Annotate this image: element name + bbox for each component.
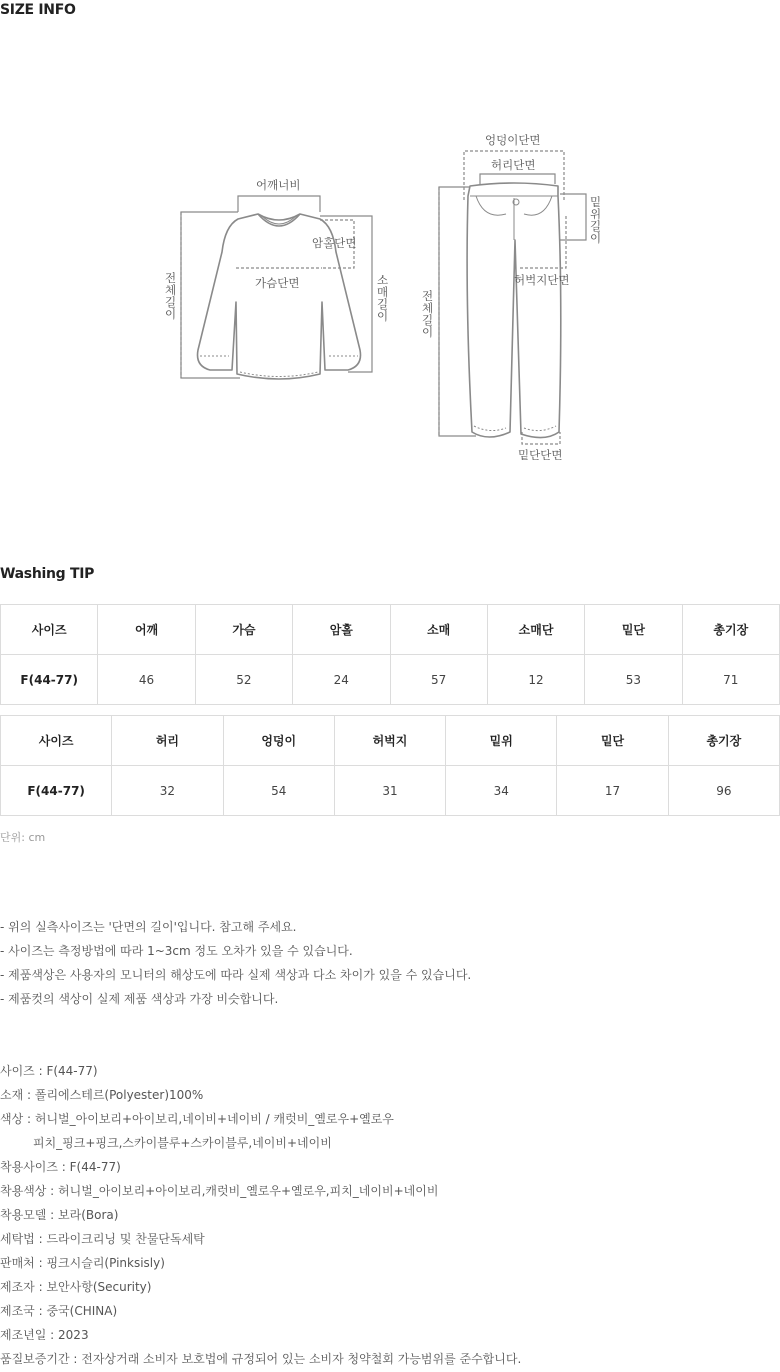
table-cell: 32 [112, 766, 223, 816]
svg-text:전: 전 [422, 289, 434, 303]
label-shoulder: 어깨너비 [256, 178, 301, 192]
table-header: 밑위 [446, 716, 557, 766]
label-pants-total-length [422, 289, 433, 339]
table-cell: 57 [390, 655, 487, 705]
table-cell: 17 [557, 766, 668, 816]
info-worn-size: 착용사이즈 : F(44-77) [0, 1160, 121, 1174]
svg-text:이: 이 [165, 307, 177, 321]
label-hem: 밑단단면 [518, 448, 563, 462]
notes-list [0, 915, 471, 1011]
table-header: 엉덩이 [223, 716, 334, 766]
pants-garment-illustration [467, 183, 561, 438]
table-header: 소매단 [487, 605, 584, 655]
svg-text:이: 이 [377, 309, 389, 323]
info-color-continued: 피치_핑크+핑크,스카이블루+스카이블루,네이비+네이비 [33, 1136, 332, 1150]
table-cell: 53 [585, 655, 682, 705]
table-cell: 52 [195, 655, 292, 705]
info-size: 사이즈 : F(44-77) [0, 1064, 98, 1078]
label-thigh: 허벅지단면 [514, 273, 570, 287]
table-cell: 34 [446, 766, 557, 816]
table-header: 밑단 [585, 605, 682, 655]
table-cell: 96 [668, 766, 779, 816]
svg-text:길: 길 [422, 313, 434, 327]
label-top-total-length [165, 271, 176, 321]
svg-text:길: 길 [377, 297, 389, 311]
table-header-row [1, 605, 780, 655]
note-item: - 위의 실측사이즈는 '단면의 길이'입니다. 참고해 주세요. [0, 920, 297, 934]
svg-text:체: 체 [165, 283, 177, 297]
info-warranty: 품질보증기간 : 전자상거래 소비자 보호법에 규정되어 있는 소비자 청약철회 가능범위를 준수합니다. [0, 1352, 522, 1366]
label-armhole: 암홀단면 [312, 236, 357, 250]
unit-note: 단위: cm [0, 831, 46, 844]
info-country: 제조국 : 중국(CHINA) [0, 1304, 118, 1318]
svg-text:이: 이 [422, 325, 434, 339]
note-item: - 제품컷의 색상이 실제 제품 색상과 가장 비슷합니다. [0, 992, 279, 1006]
note-item: - 제품색상은 사용자의 모니터의 해상도에 따라 실제 색상과 다소 차이가 있을 수 있습니다. [0, 968, 472, 982]
svg-text:길: 길 [165, 295, 177, 309]
table-header: 총기장 [682, 605, 779, 655]
table-cell: F(44-77) [1, 655, 98, 705]
table-cell: 12 [487, 655, 584, 705]
table-cell: 71 [682, 655, 779, 705]
table-header: 가슴 [195, 605, 292, 655]
top-size-table [0, 604, 780, 705]
table-header: 사이즈 [1, 605, 98, 655]
table-header: 허벅지 [334, 716, 445, 766]
label-sleeve-length [377, 273, 388, 323]
bottom-size-table [0, 715, 780, 816]
svg-text:소: 소 [377, 273, 389, 287]
svg-text:밑: 밑 [590, 195, 602, 209]
svg-text:위: 위 [590, 207, 602, 221]
info-worn-color: 착용색상 : 허니벌_아이보리+아이보리,캐럿비_옐로우+옐로우,피치_네이비+네이비 [0, 1184, 439, 1198]
info-seller: 판매처 : 핑크시슬리(Pinksisly) [0, 1256, 165, 1270]
info-maker: 제조자 : 보안사항(Security) [0, 1280, 152, 1294]
svg-text:체: 체 [422, 301, 434, 315]
table-header-row [1, 716, 780, 766]
svg-text:매: 매 [377, 285, 389, 299]
table-header: 사이즈 [1, 716, 112, 766]
note-item: - 사이즈는 측정방법에 따라 1~3cm 정도 오차가 있을 수 있습니다. [0, 944, 353, 958]
label-waist: 허리단면 [491, 158, 536, 172]
info-washing: 세탁법 : 드라이크리닝 및 찬물단독세탁 [0, 1232, 205, 1246]
svg-text:이: 이 [590, 231, 602, 245]
size-diagram [0, 120, 780, 480]
pants-measure-lines [439, 151, 586, 444]
table-cell: 31 [334, 766, 445, 816]
table-header: 밑단 [557, 716, 668, 766]
washing-tip-title: Washing TIP [0, 566, 95, 582]
table-row [1, 655, 780, 705]
table-header: 총기장 [668, 716, 779, 766]
table-row [1, 766, 780, 816]
table-header: 허리 [112, 716, 223, 766]
table-header: 소매 [390, 605, 487, 655]
info-color: 색상 : 허니벌_아이보리+아이보리,네이비+네이비 / 캐럿비_옐로우+옐로우 [0, 1112, 394, 1126]
product-info-list [0, 1059, 521, 1371]
table-header: 어깨 [98, 605, 195, 655]
info-material: 소재 : 폴리에스테르(Polyester)100% [0, 1088, 204, 1102]
label-rise [590, 195, 601, 245]
table-cell: 24 [293, 655, 390, 705]
table-cell: 46 [98, 655, 195, 705]
table-cell: F(44-77) [1, 766, 112, 816]
info-year: 제조년일 : 2023 [0, 1328, 89, 1342]
svg-text:길: 길 [590, 219, 602, 233]
label-chest: 가슴단면 [255, 276, 300, 290]
svg-text:전: 전 [165, 271, 177, 285]
info-model: 착용모델 : 보라(Bora) [0, 1208, 119, 1222]
table-header: 암홀 [293, 605, 390, 655]
size-info-title: SIZE INFO [0, 2, 76, 18]
table-cell: 54 [223, 766, 334, 816]
label-hip: 엉덩이단면 [485, 133, 541, 147]
